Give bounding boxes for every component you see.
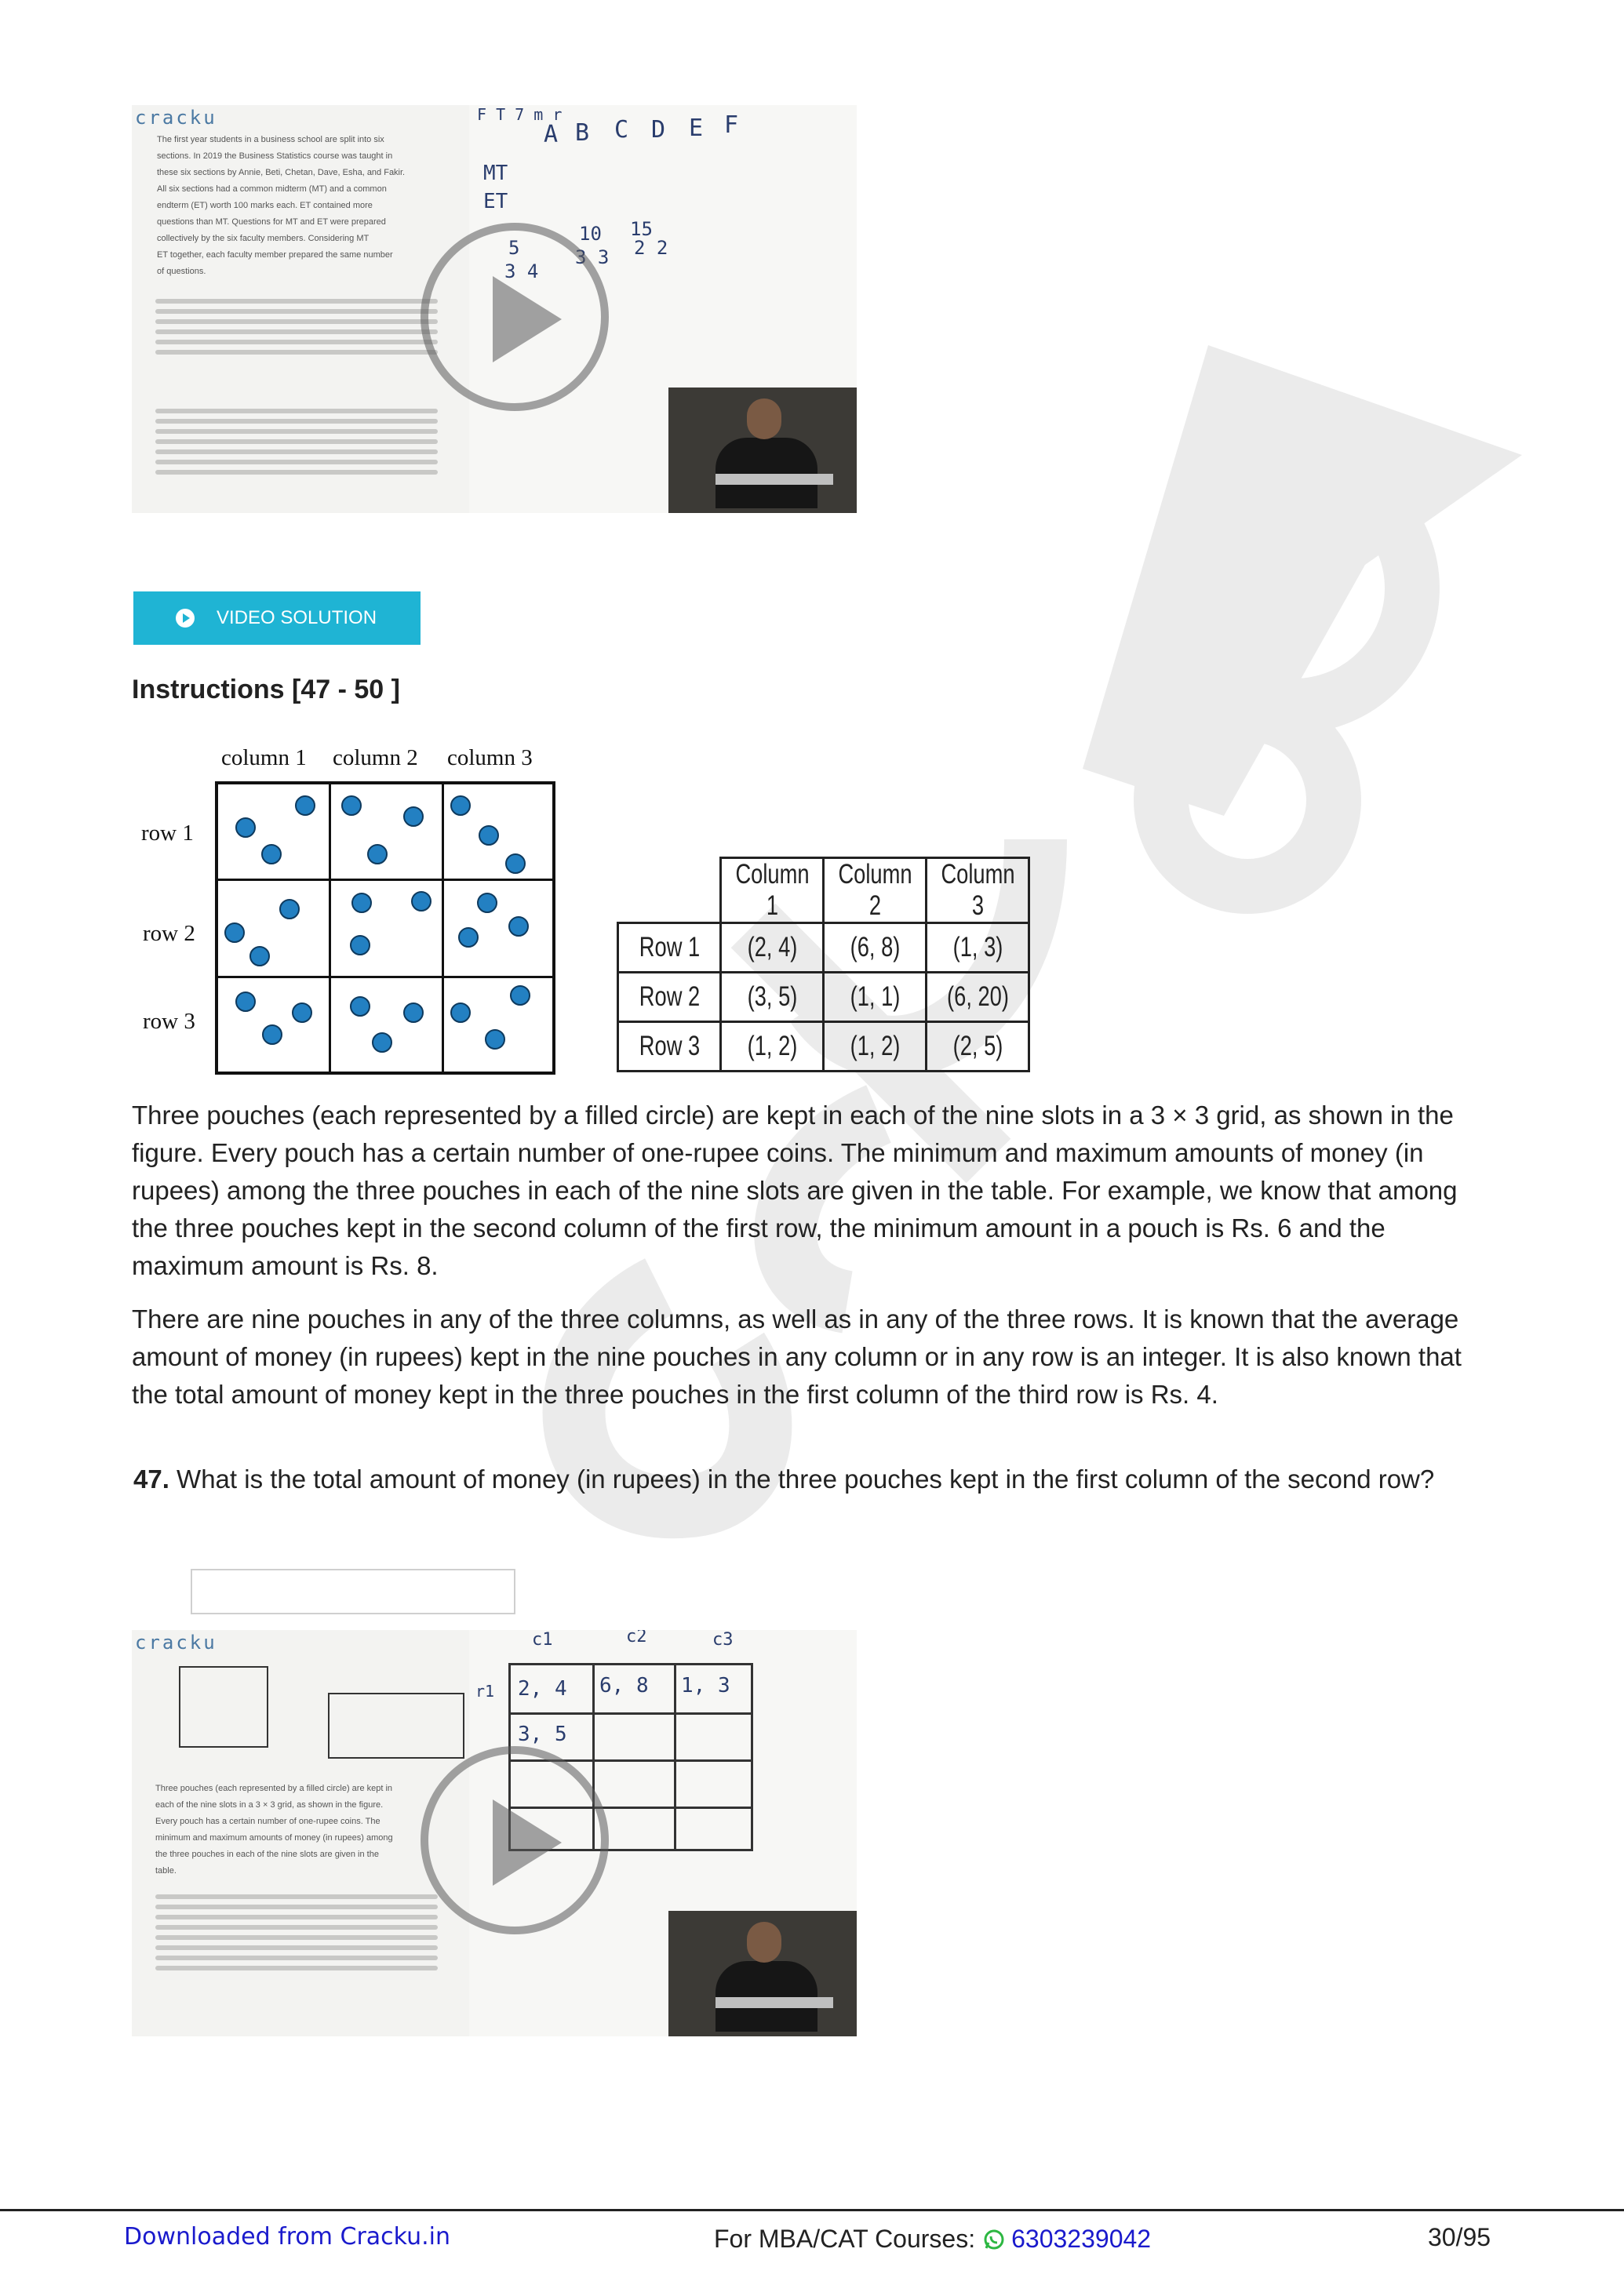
play-icon[interactable] [421,1746,609,1934]
pouch [508,916,529,937]
pouch [235,992,256,1012]
pouch [505,853,526,874]
video-thumbnail-1[interactable] [132,105,857,513]
table-row-label: Row 1 [629,923,709,973]
table-cell: (3, 5) [732,973,812,1022]
pouch [341,795,362,816]
table-cell: (6, 8) [835,923,915,973]
table-row [618,923,1029,973]
answer-input[interactable] [191,1569,515,1614]
min-max-table [617,857,1030,1072]
video-thumbnail-2[interactable] [132,1630,857,2036]
table-cell: (2, 4) [732,923,812,973]
pouch [350,996,370,1017]
pouch [235,817,256,838]
column-label-1: column 1 [221,745,307,770]
instructions-heading: Instructions [47 - 50 ] [132,675,400,704]
play-circle-icon [176,609,195,628]
passage-paragraph-1: Three pouches (each represented by a filled circle) are kept in each of the nine slots in a 3 × 3 grid, as shown in the figure. Every pouch has a certain number of one-rupee coins. The minimum and maximum amounts of money (in rupees) among the three pouches in each of the nine slots are given in the table. For example, we know that among the three pouches kept in the second column of the first row, the minimum amount in a pouch is Rs. 6 and the maximum amount is Rs. 8. [132,1101,1458,1280]
pouch [351,893,372,913]
table-header: Column 3 [938,858,1018,923]
pouch [372,1032,392,1053]
pouch [450,1002,471,1023]
table-row-label: Row 2 [629,973,709,1022]
presenter-video [668,1911,857,2036]
row-label-2: row 2 [143,921,195,946]
video-board [132,105,469,513]
table-cell: (1, 2) [835,1022,915,1072]
table-cell: (1, 3) [938,923,1018,973]
table-cell: (2, 5) [938,1022,1018,1072]
pouch [350,935,370,955]
table-row-label: Row 3 [629,1022,709,1072]
mini-grid-figure [179,1666,268,1748]
pouch [249,946,270,966]
video-whiteboard: F T 7 m r A B C D E F MT ET 10 15 5 3 4 3 3 2 2 [469,105,857,513]
table-header: Column 2 [835,858,915,923]
play-icon[interactable] [421,223,609,411]
table-header-row [618,858,1029,923]
video-board [132,1630,469,2036]
pouch [479,825,499,846]
video-board-text: Three pouches (each represented by a filled circle) are kept in each of the nine slots in a 3 × 3 grid, as shown in the figure. Every pouch has a certain number of one-rupee coins. The minimum and maximum amounts of money (in rupees) among the three pouches in each of the nine slots are given in the table. [155,1784,393,1876]
pouch [510,985,530,1006]
question-text: What is the total amount of money (in rupees) in the three pouches kept in the first column of the second row? [177,1465,1435,1494]
cracku-logo: cracku [135,107,217,129]
pouch [403,806,424,827]
pouch [292,1002,312,1023]
footer-divider [0,2209,1624,2211]
pouch [450,795,471,816]
pouch [224,922,245,943]
table-row [618,973,1029,1022]
downloaded-from-link[interactable]: Downloaded from Cracku.in [124,2223,451,2251]
table-cell: (6, 20) [938,973,1018,1022]
question-47 [133,1461,1498,1498]
pouch [261,844,282,864]
table-cell: (1, 1) [835,973,915,1022]
row-label-1: row 1 [141,821,194,846]
video-solution-button[interactable] [133,591,421,645]
video-board-text: The first year students in a business school are split into six sections. In 2019 the Business Statistics course was taught in these six sections by Annie, Beti, Chetan, Dave, Esha, and Fakir. All six sections had a common midterm (MT) and a common endterm (ET) worth 100 marks each. ET contained more questions than MT. Questions for MT and ET were prepared collectively by the six faculty members. Considering MT ET together, each faculty member prepared the same number of questions. [157,135,406,276]
column-label-2: column 2 [333,745,418,770]
cracku-logo: cracku [135,1632,217,1654]
pouch [411,891,431,911]
pouch [367,844,388,864]
whatsapp-icon [983,2229,1005,2251]
passage-paragraph-2: There are nine pouches in any of the three columns, as well as in any of the three rows. It is known that the average amount of money (in rupees) kept in the nine pouches in any column or in any row is an integer. It is also known that the total amount of money kept in the three pouches in the first column of the third row is Rs. 4. [132,1304,1462,1409]
courses-label: For MBA/CAT Courses: [714,2225,976,2253]
page-number: 30/95 [1428,2223,1491,2251]
row-label-3: row 3 [143,1009,195,1034]
pouch [458,927,479,948]
pouch [295,795,315,816]
presenter-video [668,388,857,513]
pouch [477,893,497,913]
column-label-3: column 3 [447,745,533,770]
video-whiteboard: c1 c2 c3 r1 2, 4 6, 8 1, 3 3, 5 [469,1630,857,2036]
pouch-grid [215,781,555,1075]
pouch [403,1002,424,1023]
footer-courses [714,2225,1151,2254]
table-header: Column 1 [732,858,812,923]
table-cell: (1, 2) [732,1022,812,1072]
mini-table-figure [328,1693,464,1759]
question-number: 47. [133,1465,169,1494]
pouch [485,1029,505,1050]
pouch [279,899,300,919]
phone-number-link[interactable]: 6303239042 [1011,2225,1152,2253]
table-row [618,1022,1029,1072]
video-solution-label: VIDEO SOLUTION [217,607,377,628]
pouch [262,1024,282,1045]
